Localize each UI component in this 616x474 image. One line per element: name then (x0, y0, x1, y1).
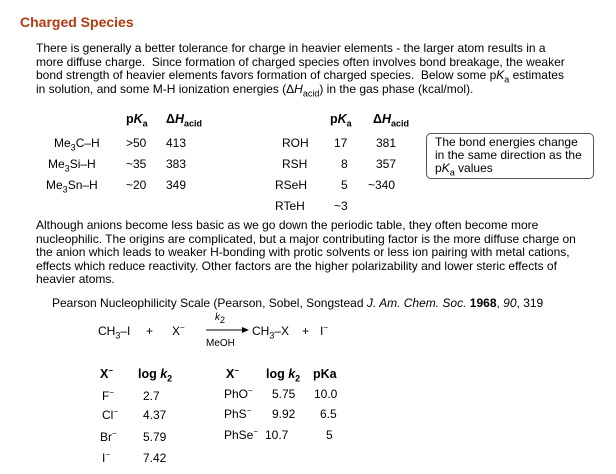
table2-dh: 381 (376, 136, 397, 150)
table2-compound: RTeH (275, 199, 305, 213)
note-box: The bond energies change in the same direction as the $pK_a$ values (426, 133, 594, 179)
table3-ion: F− (102, 388, 115, 403)
table3-ion: I− (102, 450, 111, 465)
table4-header-pka: pKa (313, 367, 337, 381)
table2-pka: 5 (341, 178, 348, 192)
citation: Pearson Nucleophilicity Scale (Pearson, Sobel, Songstead J. Am. Chem. Soc. 1968, 90, 319 (52, 296, 544, 310)
page-title: Charged Species (20, 14, 134, 30)
table3-ion: Br− (100, 429, 117, 444)
table4-header-ion: X− (226, 365, 240, 381)
table3-header-ion: X− (100, 365, 114, 381)
table2-pka: ~3 (334, 199, 348, 213)
table1-dh: 349 (166, 178, 187, 192)
table3-logk: 7.42 (143, 451, 167, 465)
table4-pka: 6.5 (320, 407, 337, 421)
table1-pka: ~20 (126, 178, 147, 192)
table2-pka: 17 (334, 136, 348, 150)
reaction-leaving-group: I− (320, 323, 329, 338)
reaction-plus: + (146, 324, 154, 338)
table1-compound: $Me_3Sn-H$ (46, 178, 98, 195)
table1-compound: $Me_3Si-H$ (48, 157, 96, 174)
table4-logk: 9.92 (272, 407, 296, 421)
table2-dh: ~340 (368, 178, 396, 192)
table2-header-pka: $pK_a$ (330, 112, 352, 129)
table1-pka: >50 (126, 136, 147, 150)
table3-logk: 4.37 (143, 408, 167, 422)
table2-compound: RSeH (275, 178, 308, 192)
table4-logk: 5.75 (272, 387, 296, 401)
reaction-reactant: $CH_3-I$ (98, 324, 131, 341)
table1-dh: 383 (166, 157, 187, 171)
table3-header-logk: $\log k_2$ (138, 367, 173, 384)
reaction-arrow-icon (206, 325, 250, 335)
reaction-solvent: MeOH (206, 338, 235, 349)
table2-compound: ROH (282, 136, 309, 150)
reaction-product: $CH_3-X$ (252, 324, 290, 341)
table4-pka: 5 (326, 428, 333, 442)
table2-dh: 357 (376, 157, 397, 171)
table4-pka: 10.0 (314, 387, 338, 401)
reaction-rate-label: $k_2$ (215, 312, 226, 325)
table1-header-pka: $pK_a$ (126, 112, 148, 129)
table1-dh: 413 (166, 136, 187, 150)
table4-logk: 10.7 (265, 428, 289, 442)
table2-compound: RSH (282, 157, 308, 171)
table4-ion: PhS− (224, 406, 252, 421)
intro-paragraph: There is generally a better tolerance for charge in heavier elements - the larger atom results in a more diffuse charge. Since formation of charged species often involves bond breakage, the weaker bond strength of heavier elements favors formation of charged species. Below some $pK_a$ estimates in solution, and some M-H ionization energies $(\Delta H_{acid})$ in the gas phase (kcal/mol). (36, 41, 565, 98)
table3-logk: 2.7 (143, 389, 160, 403)
table1-compound: $Me_3C-H$ (54, 136, 100, 153)
table3-ion: Cl− (102, 407, 119, 422)
table1-header-dh: $\Delta H_{acid}$ (166, 112, 203, 129)
reaction-nucleophile: X− (172, 323, 185, 338)
table2-header-dh: $\Delta H_{acid}$ (373, 112, 410, 129)
table4-ion: PhO− (224, 386, 253, 401)
table4-header-logk: $\log k_2$ (266, 367, 301, 384)
reaction-plus: + (302, 324, 310, 338)
anion-paragraph: Although anions become less basic as we go down the periodic table, they often become more nucleophilic. The origins are complicated, but a major contributing factor is the more diffuse charge on the anion which leads to weaker H-bonding with protic solvents or less ion pairing with metal cations, effects which reduce reactivity. Other factors are the higher polarizability and lower steric effects of heavier atoms. (36, 218, 576, 286)
table4-ion: PhSe− (224, 427, 259, 442)
table1-pka: ~35 (126, 157, 147, 171)
table3-logk: 5.79 (143, 430, 167, 444)
table2-pka: 8 (341, 157, 348, 171)
